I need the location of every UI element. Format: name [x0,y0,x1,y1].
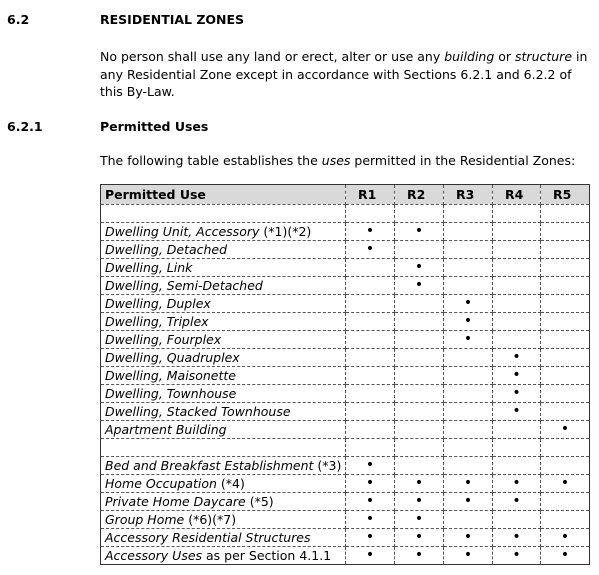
zone-r1-cell [346,457,395,475]
italic-text: Dwelling, Maisonette [105,368,236,383]
spacer-cell [101,439,346,457]
zone-r2-cell [395,511,444,529]
zone-r3-cell [444,421,493,439]
table-row [101,349,590,367]
zone-r3-cell [444,493,493,511]
zone-r3-cell [444,367,493,385]
zone-r5-cell [541,241,590,259]
spacer-cell [444,439,493,457]
use-name-cell [101,421,346,439]
table-header-row [101,185,590,205]
zone-r5-cell [541,403,590,421]
zone-r4-cell [493,457,541,475]
use-name-cell [101,223,346,241]
italic-text: Dwelling, Semi-Detached [105,278,263,293]
use-name-cell [101,385,346,403]
text-run: The following table establishes the [100,153,322,168]
zone-r3-cell [444,511,493,529]
zone-r2-cell [395,475,444,493]
zone-r3-cell [444,259,493,277]
zone-r3-cell [444,349,493,367]
zone-r2-cell [395,223,444,241]
zone-r3-cell [444,475,493,493]
italic-text: Dwelling, Triplex [105,314,209,329]
italic-text: Dwelling, Townhouse [105,386,237,401]
zone-r2-cell [395,529,444,547]
zone-r1-cell [346,259,395,277]
zone-r1-cell [346,493,395,511]
zone-r5-cell [541,349,590,367]
italic-text: structure [515,49,573,64]
zone-r4-cell [493,475,541,493]
table-row [101,385,590,403]
zone-r4-cell [493,259,541,277]
zone-r3-cell [444,331,493,349]
spacer-row [101,205,590,223]
zone-r1-cell [346,349,395,367]
use-name-cell [101,457,346,475]
zone-r4-cell [493,511,541,529]
header-zone-r5: R5 [541,185,590,205]
italic-text: Accessory Residential Structures [105,530,311,545]
zone-r5-cell [541,511,590,529]
zone-r4-cell [493,367,541,385]
permitted-bullet-icon: • [560,547,570,563]
header-zone-r3: R3 [444,185,493,205]
text-run: as per Section 4.1.1 [202,548,332,563]
zone-r2-cell [395,241,444,259]
use-name-cell [101,295,346,313]
zone-r1-cell [346,331,395,349]
italic-text: Dwelling, Link [105,260,193,275]
zone-r1-cell [346,403,395,421]
use-name-cell [101,493,346,511]
use-name-cell [101,259,346,277]
table-row [101,331,590,349]
italic-text: uses [321,153,351,168]
italic-text: Dwelling, Fourplex [105,332,222,347]
italic-text: Apartment Building [105,422,227,437]
table-row [101,421,590,439]
table-row [101,277,590,295]
zone-r1-cell [346,295,395,313]
spacer-cell [101,205,346,223]
permitted-bullet-icon: • [463,547,473,563]
table-row [101,223,590,241]
zone-r1-cell [346,367,395,385]
zone-r5-cell [541,457,590,475]
zone-r5-cell [541,421,590,439]
zone-r2-cell [395,367,444,385]
zone-r1-cell [346,421,395,439]
use-name-cell [101,529,346,547]
zone-r3-cell [444,241,493,259]
permitted-bullet-icon: • [414,259,424,275]
zone-r1-cell [346,313,395,331]
zone-r2-cell [395,403,444,421]
text-run: (*6)(*7) [184,512,237,527]
section-number: 6.2 [7,12,30,27]
table-row [101,493,590,511]
zone-r4-cell [493,241,541,259]
use-name-cell [101,367,346,385]
zone-r5-cell [541,385,590,403]
spacer-cell [444,205,493,223]
permitted-bullet-icon: • [365,457,375,473]
permitted-bullet-icon: • [414,511,424,527]
zone-r2-cell [395,349,444,367]
zone-r2-cell [395,421,444,439]
table-row [101,475,590,493]
text-run: (*4) [216,476,245,491]
permitted-bullet-icon: • [414,547,424,563]
zone-r4-cell [493,493,541,511]
spacer-row [101,439,590,457]
text-run: (*1)(*2) [259,224,312,239]
use-name-cell [101,511,346,529]
italic-text: building [444,49,495,64]
use-name-cell [101,331,346,349]
italic-text: Group Home [105,512,185,527]
permitted-bullet-icon: • [560,475,570,491]
use-name-cell [101,547,346,565]
zone-r2-cell [395,277,444,295]
italic-text: Dwelling Unit, Accessory [105,224,260,239]
spacer-cell [395,205,444,223]
zone-r2-cell [395,259,444,277]
permitted-bullet-icon: • [365,511,375,527]
text-run: permitted in the Residential Zones: [350,153,576,168]
zone-r5-cell [541,475,590,493]
permitted-bullet-icon: • [512,385,521,401]
subsection-number: 6.2.1 [7,119,43,134]
permitted-bullet-icon: • [365,547,375,563]
spacer-cell [395,439,444,457]
permitted-bullet-icon: • [365,529,375,545]
zone-r5-cell [541,493,590,511]
permitted-bullet-icon: • [512,475,521,491]
zone-r5-cell [541,259,590,277]
subsection-title: Permitted Uses [100,119,209,134]
permitted-bullet-icon: • [463,475,473,491]
zone-r1-cell [346,475,395,493]
zone-r4-cell [493,223,541,241]
header-permitted-use: Permitted Use [101,185,346,205]
zone-r4-cell [493,385,541,403]
spacer-cell [493,205,541,223]
zone-r1-cell [346,223,395,241]
use-name-cell [101,313,346,331]
zone-r2-cell [395,295,444,313]
zone-r3-cell [444,529,493,547]
text-run: No person shall use any land or erect, alter or use any [100,49,445,64]
permitted-bullet-icon: • [463,493,473,509]
permitted-bullet-icon: • [414,223,424,239]
permitted-uses-table [100,184,590,565]
permitted-bullet-icon: • [414,475,424,491]
zone-r5-cell [541,277,590,295]
zone-r3-cell [444,547,493,565]
table-row [101,259,590,277]
zone-r4-cell [493,313,541,331]
use-name-cell [101,349,346,367]
section-title: RESIDENTIAL ZONES [100,12,245,27]
spacer-cell [541,439,590,457]
italic-text: Dwelling, Duplex [105,296,211,311]
italic-text: Dwelling, Quadruplex [105,350,240,365]
permitted-bullet-icon: • [512,349,521,365]
zone-r5-cell [541,529,590,547]
italic-text: Dwelling, Stacked Townhouse [105,404,291,419]
zone-r1-cell [346,511,395,529]
zone-r4-cell [493,349,541,367]
zone-r3-cell [444,295,493,313]
text-run: in any Residential Zone except in accordance with Sections 6.2.1 and 6.2.2 of this By-Law. [100,49,588,99]
zone-r4-cell [493,403,541,421]
permitted-bullet-icon: • [365,223,375,239]
zone-r3-cell [444,403,493,421]
zone-r1-cell [346,529,395,547]
table-row [101,295,590,313]
zone-r3-cell [444,277,493,295]
zone-r3-cell [444,457,493,475]
table-row [101,457,590,475]
zone-r3-cell [444,313,493,331]
header-zone-r4: R4 [493,185,541,205]
permitted-bullet-icon: • [512,367,521,383]
zone-r5-cell [541,331,590,349]
header-zone-r1: R1 [346,185,395,205]
table-row [101,367,590,385]
table-row [101,529,590,547]
zone-r4-cell [493,331,541,349]
permitted-bullet-icon: • [512,529,521,545]
zone-r2-cell [395,493,444,511]
italic-text: Accessory Uses [105,548,203,563]
permitted-bullet-icon: • [463,295,473,311]
spacer-cell [541,205,590,223]
zone-r2-cell [395,313,444,331]
permitted-bullet-icon: • [512,493,521,509]
text-run: or [494,49,516,64]
permitted-bullet-icon: • [463,331,473,347]
zone-r4-cell [493,529,541,547]
text-run: (*3) [313,458,342,473]
use-name-cell [101,241,346,259]
zone-r1-cell [346,547,395,565]
permitted-bullet-icon: • [512,403,521,419]
italic-text: Home Occupation [105,476,217,491]
spacer-cell [346,205,395,223]
italic-text: Dwelling, Detached [105,242,228,257]
zone-r2-cell [395,547,444,565]
permitted-bullet-icon: • [463,529,473,545]
zone-r2-cell [395,385,444,403]
italic-text: Private Home Daycare [105,494,246,509]
use-name-cell [101,277,346,295]
table-row [101,511,590,529]
zone-r4-cell [493,421,541,439]
zone-r5-cell [541,547,590,565]
zone-r4-cell [493,547,541,565]
table-row [101,547,590,565]
zone-r4-cell [493,295,541,313]
subsection-intro [100,152,588,170]
permitted-bullet-icon: • [414,493,424,509]
permitted-bullet-icon: • [560,421,570,437]
text-run: (*5) [245,494,274,509]
zone-r3-cell [444,223,493,241]
zone-r1-cell [346,277,395,295]
header-zone-r2: R2 [395,185,444,205]
permitted-bullet-icon: • [414,277,424,293]
permitted-bullet-icon: • [365,493,375,509]
section-body [100,48,588,101]
zone-r2-cell [395,457,444,475]
zone-r5-cell [541,313,590,331]
permitted-bullet-icon: • [365,241,375,257]
zone-r5-cell [541,367,590,385]
permitted-bullet-icon: • [365,475,375,491]
spacer-cell [346,439,395,457]
table-row [101,403,590,421]
zone-r4-cell [493,277,541,295]
zone-r1-cell [346,241,395,259]
zone-r3-cell [444,385,493,403]
permitted-bullet-icon: • [560,529,570,545]
use-name-cell [101,403,346,421]
permitted-bullet-icon: • [463,313,473,329]
zone-r5-cell [541,223,590,241]
permitted-bullet-icon: • [512,547,521,563]
zone-r5-cell [541,295,590,313]
zone-r1-cell [346,385,395,403]
table-row [101,313,590,331]
spacer-cell [493,439,541,457]
zone-r2-cell [395,331,444,349]
permitted-bullet-icon: • [414,529,424,545]
table-row [101,241,590,259]
italic-text: Bed and Breakfast Establishment [105,458,314,473]
use-name-cell [101,475,346,493]
